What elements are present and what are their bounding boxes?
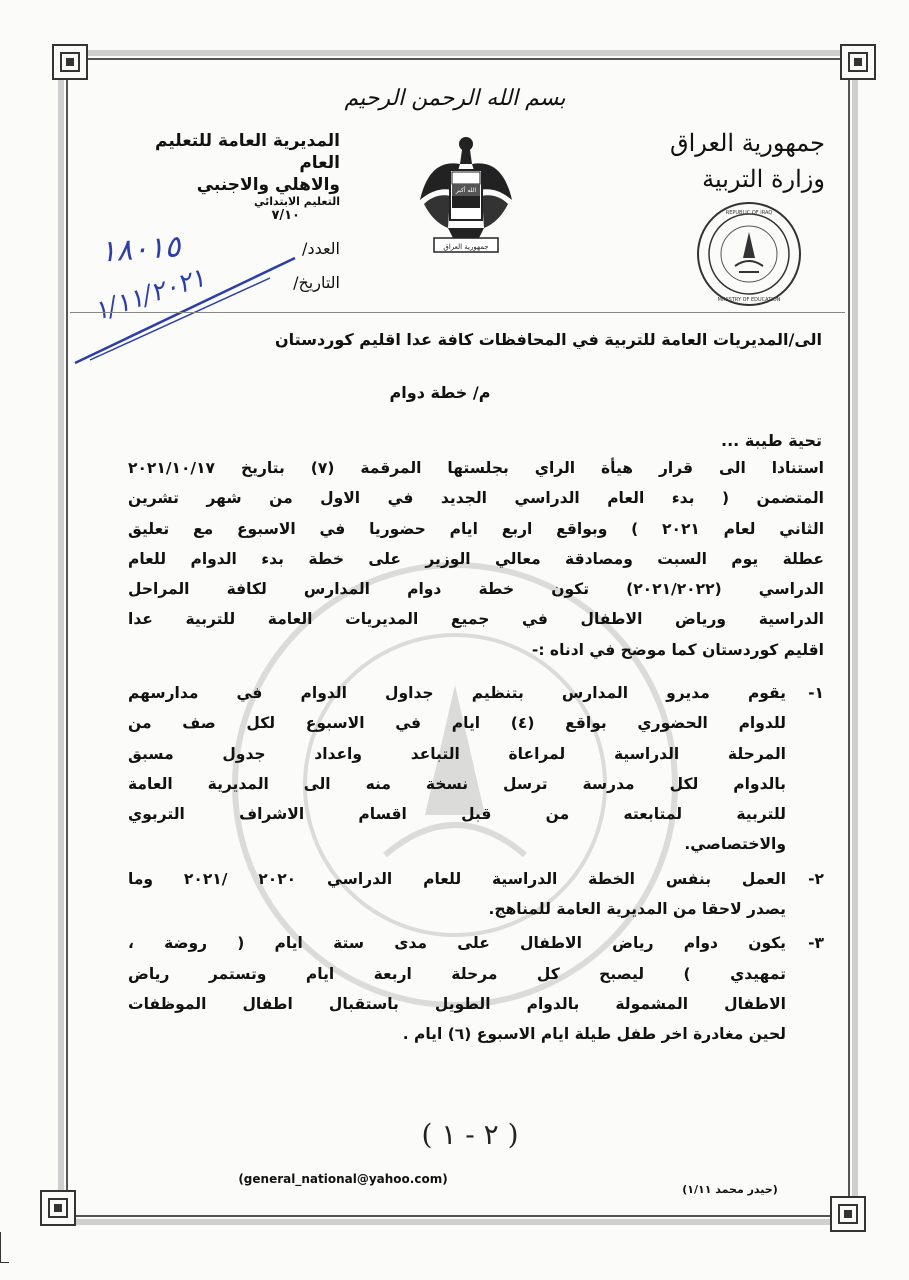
instruction-list: [128, 678, 824, 1054]
item-line: للدوام الحضوري بواقع (٤) ايام في الاسبوع لكل صف من: [128, 714, 786, 733]
scan-edge-mark: [0, 1232, 9, 1263]
iraq-eagle-emblem-icon: [418, 130, 514, 254]
number-label: العدد/: [302, 239, 340, 258]
instruction-item: [128, 864, 824, 925]
item-line: يصدر لاحقا من المديرية العامة للمناهج.: [488, 900, 786, 919]
item-line: للتربية لمتابعته من قبل اقسام الاشراف التربوي: [128, 805, 786, 824]
date-label: التاريخ/: [293, 273, 340, 292]
handwritten-date: ١/١١/٢٠٢١: [90, 262, 210, 328]
subject-line: م/ خطة دوام: [389, 383, 491, 402]
item-line: يقوم مديرو المدارس بتنظيم جداول الدوام في مدارسهم: [128, 684, 786, 702]
svg-text:جمهورية العراق: جمهورية العراق: [443, 243, 489, 251]
instruction-item: [128, 928, 824, 1049]
item-line: العمل بنفس الخطة الدراسية للعام الدراسي ٢٠٢٠ /٢٠٢١ وما: [128, 869, 786, 888]
item-line: تمهيدي ) ليصبح كل مرحلة اربعة ايام وتستمر رياض: [128, 964, 786, 983]
body-line: عطلة يوم السبت ومصادقة معالي الوزير على خطة بدء الدوام للعام: [128, 549, 824, 568]
letterhead-directorate: [110, 130, 340, 224]
item-line: المرحلة الدراسية لمراعاة التباعد واعداد جدول مسبق: [128, 744, 786, 763]
item-number: ٢-: [808, 869, 824, 888]
border-corner-ornament: [840, 44, 876, 80]
department-name: التعليم الابتدائي: [253, 195, 340, 208]
item-line: لحين مغادرة اخر طفل طيلة ايام الاسبوع (٦) ايام .: [402, 1025, 786, 1044]
border-corner-ornament: [40, 1190, 76, 1226]
signature-stroke-icon: [70, 248, 300, 368]
body-line: الدراسي (٢٠٢١/٢٠٢٢) تكون خطة دوام المدارس لكافة المراحل: [128, 580, 824, 599]
basmala: بسم الله الرحمن الرحيم: [344, 86, 566, 111]
svg-text:MINISTRY OF EDUCATION: MINISTRY OF EDUCATION: [717, 297, 781, 303]
directorate-name: المديرية العامة للتعليم العام: [154, 131, 340, 173]
item-number: ١-: [808, 684, 824, 702]
footer-signer: (حيدر محمد ١/١١): [682, 1183, 778, 1196]
header-divider: [70, 312, 845, 313]
directorate-name-line2: والاهلي والاجنبي: [196, 175, 340, 195]
item-line: الاطفال المشمولة بالدوام الطويل باستقبال اطفال الموظفات: [128, 994, 786, 1013]
body-line: اقليم كوردستان كما موضح في ادناه :-: [531, 640, 824, 659]
border-corner-ornament: [830, 1196, 866, 1232]
svg-text:REPUBLIC OF IRAQ: REPUBLIC OF IRAQ: [725, 210, 773, 216]
recipient-line: الى/المديريات العامة للتربية في المحافظات كافة عدا اقليم كوردستان: [275, 330, 822, 349]
ministry-name: وزارة التربية: [702, 165, 825, 193]
item-line: يكون دوام رياض الاطفال على مدى ستة ايام ( روضة ،: [128, 934, 786, 953]
greeting-line: تحية طيبة ...: [721, 431, 822, 450]
body-line: استنادا الى قرار هيأة الراي بجلستها المرقمة (٧) بتاريخ ٢٠٢١/١٠/١٧: [128, 459, 824, 477]
handwritten-number: ١٨٠١٥: [98, 229, 182, 270]
body-line: الثاني لعام ٢٠٢١ ) وبواقع اربع ايام حضوريا في الاسبوع مع تعليق: [128, 519, 824, 538]
item-line: بالدوام لكل مدرسة ترسل نسخة منه الى المديرية العامة: [128, 774, 786, 793]
page-number: ( ٢ - ١ ): [421, 1118, 519, 1151]
item-line: والاختصاصي.: [684, 835, 786, 854]
department-code: ٧/١٠: [271, 208, 300, 223]
ministry-seal-icon: [695, 200, 803, 308]
footer-email: (general_national@yahoo.com): [238, 1172, 448, 1186]
border-corner-ornament: [52, 44, 88, 80]
body-line: المتضمن ( بدء العام الدراسي الجديد في الاول من شهر تشرين: [128, 489, 824, 508]
body-line: الدراسية ورياض الاطفال في جميع المديريات العامة للتربية عدا: [128, 610, 824, 629]
instruction-item: [128, 678, 824, 860]
svg-text:الله أكبر: الله أكبر: [455, 187, 477, 194]
country-name: جمهورية العراق: [669, 129, 825, 157]
letter-body: [128, 453, 824, 665]
letterhead-ministry: [640, 125, 825, 197]
item-number: ٣-: [808, 934, 824, 953]
